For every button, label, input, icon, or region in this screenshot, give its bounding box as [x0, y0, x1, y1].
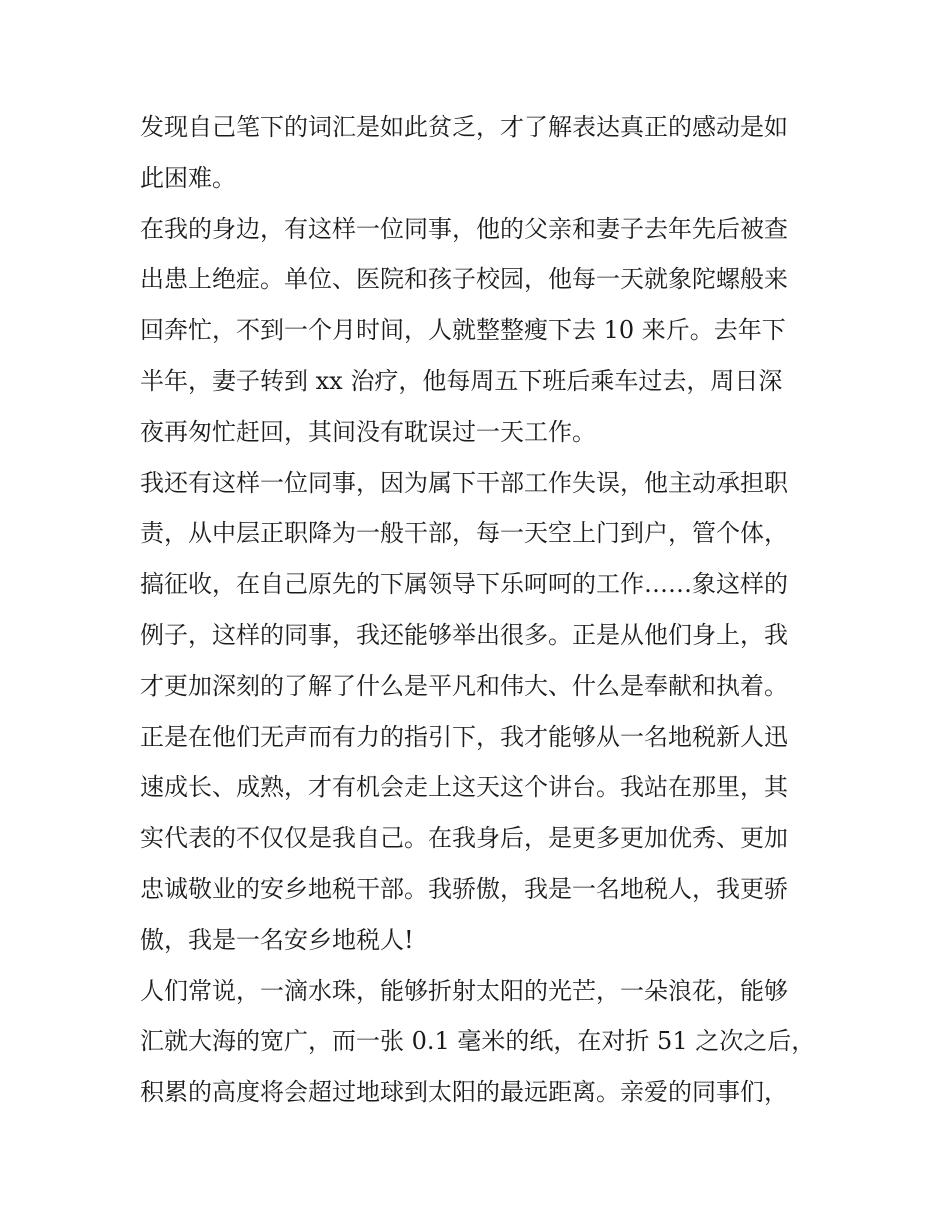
document-body [140, 102, 820, 1118]
text-line: 此困难。 [140, 163, 236, 192]
text-line: 正是在他们无声而有力的指引下，我才能够从一名地税新人迅 [140, 722, 788, 751]
text-line: 汇就大海的宽广，而一张 0.1 毫米的纸，在对折 51 之次之后， [140, 1027, 816, 1056]
text-line: 实代表的不仅仅是我自己。在我身后，是更多更加优秀、更加 [140, 824, 788, 853]
text-line: 回奔忙，不到一个月时间，人就整整瘦下去 10 来斤。去年下 [140, 316, 786, 345]
text-line: 出患上绝症。单位、医院和孩子校园，他每一天就象陀螺般来 [140, 265, 788, 294]
text-line: 夜再匆忙赶回，其间没有耽误过一天工作。 [140, 417, 596, 446]
text-line: 搞征收，在自己原先的下属领导下乐呵呵的工作……象这样的 [140, 570, 788, 599]
text-line: 例子，这样的同事，我还能够举出很多。正是从他们身上，我 [140, 620, 788, 649]
text-line: 人们常说，一滴水珠，能够折射太阳的光芒，一朵浪花，能够 [140, 976, 788, 1005]
text-line: 在我的身边，有这样一位同事，他的父亲和妻子去年先后被查 [140, 214, 788, 243]
text-line: 责，从中层正职降为一般干部，每一天空上门到户，管个体， [140, 519, 788, 548]
text-line: 积累的高度将会超过地球到太阳的最远距离。亲爱的同事们， [140, 1078, 788, 1107]
text-line: 忠诚敬业的安乡地税干部。我骄傲，我是一名地税人，我更骄 [140, 874, 788, 903]
text-line: 发现自己笔下的词汇是如此贫乏，才了解表达真正的感动是如 [140, 113, 788, 141]
text-line: 半年，妻子转到 xx 治疗，他每周五下班后乘车过去，周日深 [140, 366, 783, 395]
text-line: 才更加深刻的了解了什么是平凡和伟大、什么是奉献和执着。 [140, 671, 788, 700]
text-line: 速成长、成熟，才有机会走上这天这个讲台。我站在那里，其 [140, 773, 788, 802]
text-line: 傲，我是一名安乡地税人! [140, 925, 414, 954]
text-line: 我还有这样一位同事，因为属下干部工作失误，他主动承担职 [140, 468, 788, 497]
